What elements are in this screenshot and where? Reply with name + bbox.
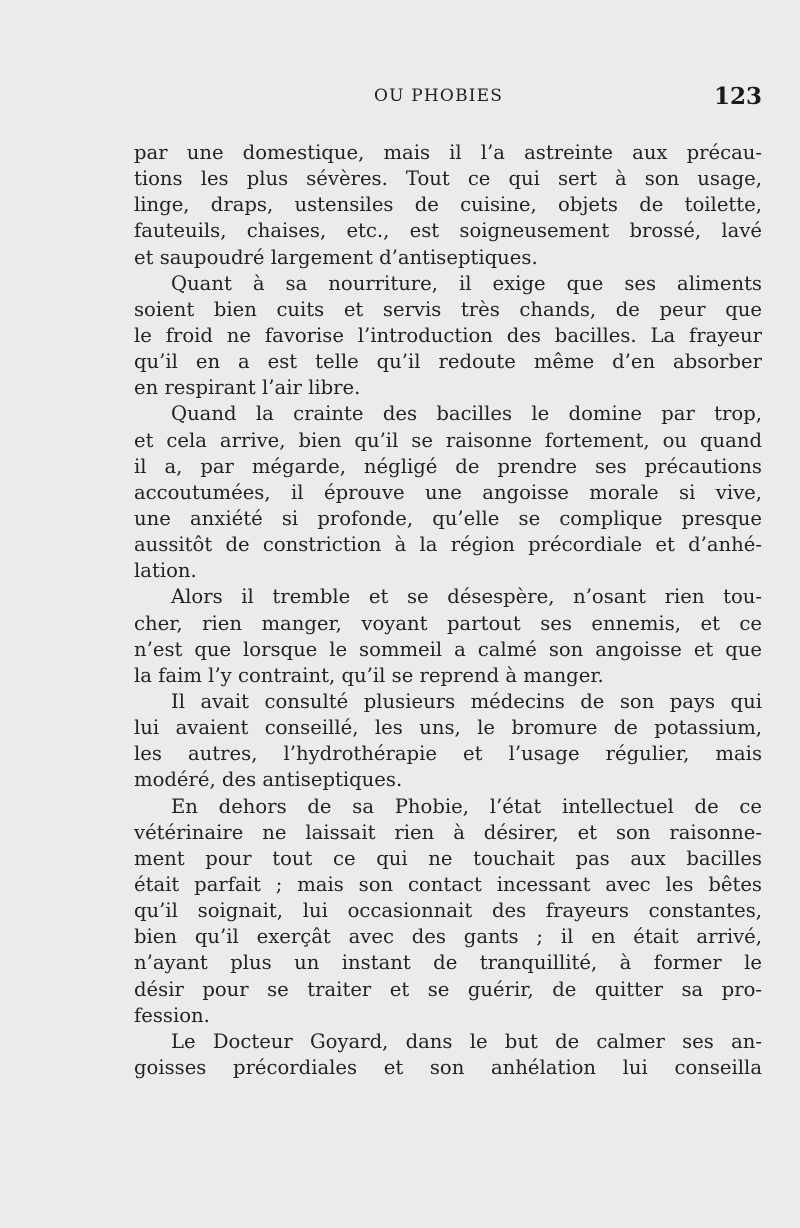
text-line: par une domestique, mais il l’a astreinte aux précau- <box>134 141 762 164</box>
text-line: cher, rien manger, voyant partout ses ennemis, et ce <box>134 611 762 635</box>
text-line: fauteuils, chaises, etc., est soigneusement brossé, lavé <box>134 219 762 243</box>
text-line: Quand la crainte des bacilles le domine par trop, <box>171 402 762 426</box>
text-line: soient bien cuits et servis très chands, de peur que <box>134 297 762 321</box>
text-line: et cela arrive, bien qu’il se raisonne fortement, ou quand <box>134 428 762 452</box>
text-line: vétérinaire ne laissait rien à désirer, et son raisonne- <box>134 820 762 844</box>
text-line: n’ayant plus un instant de tranquillité, à former le <box>134 951 762 975</box>
text-line: Alors il tremble et se désespère, n’osant rien tou- <box>171 585 762 609</box>
text-line: En dehors de sa Phobie, l’état intellectuel de ce <box>171 794 762 818</box>
page-number: 123 <box>714 83 763 110</box>
text-line: était parfait ; mais son contact incessant avec les bêtes <box>134 872 762 896</box>
text-line: fession. <box>134 1003 210 1027</box>
text-line: Quant à sa nourriture, il exige que ses aliments <box>171 271 762 295</box>
text-line: en respirant l’air libre. <box>134 376 361 400</box>
text-line: une anxiété si profonde, qu’elle se complique presque <box>134 506 762 530</box>
text-line: qu’il soignait, lui occasionnait des frayeurs constantes, <box>134 899 762 923</box>
text-line: le froid ne favorise l’introduction des bacilles. La frayeur <box>134 323 762 347</box>
text-line: lation. <box>134 559 197 583</box>
running-header: OU PHOBIES <box>374 86 504 106</box>
text-line: Le Docteur Goyard, dans le but de calmer ses an- <box>171 1029 762 1053</box>
text-line: modéré, des antiseptiques. <box>134 768 403 792</box>
text-line: bien qu’il exerçât avec des gants ; il en était arrivé, <box>134 925 762 949</box>
text-line: tions les plus sévères. Tout ce qui sert à son usage, <box>134 167 762 191</box>
text-line: la faim l’y contraint, qu’il se reprend à manger. <box>134 663 604 687</box>
text-line: les autres, l’hydrothérapie et l’usage régulier, mais <box>134 742 762 766</box>
text-line: désir pour se traiter et se guérir, de quitter sa pro- <box>134 977 762 1001</box>
text-line: aussitôt de constriction à la région précordiale et d’anhé- <box>134 533 762 557</box>
text-line: lui avaient conseillé, les uns, le bromure de potassium, <box>134 716 762 740</box>
text-line: qu’il en a est telle qu’il redoute même d’en absorber <box>134 350 762 374</box>
text-line: il a, par mégarde, négligé de prendre ses précautions <box>134 454 762 478</box>
text-line: ment pour tout ce qui ne touchait pas aux bacilles <box>134 846 762 870</box>
text-line: accoutumées, il éprouve une angoisse morale si vive, <box>134 480 762 504</box>
text-line: goisses précordiales et son anhélation lui conseilla <box>134 1055 762 1079</box>
body-text <box>134 140 762 1081</box>
text-line: Il avait consulté plusieurs médecins de son pays qui <box>171 689 762 713</box>
text-line: et saupoudré largement d’antiseptiques. <box>134 245 538 269</box>
text-line: n’est que lorsque le sommeil a calmé son angoisse et que <box>134 637 762 661</box>
text-line: linge, draps, ustensiles de cuisine, objets de toilette, <box>134 193 762 217</box>
